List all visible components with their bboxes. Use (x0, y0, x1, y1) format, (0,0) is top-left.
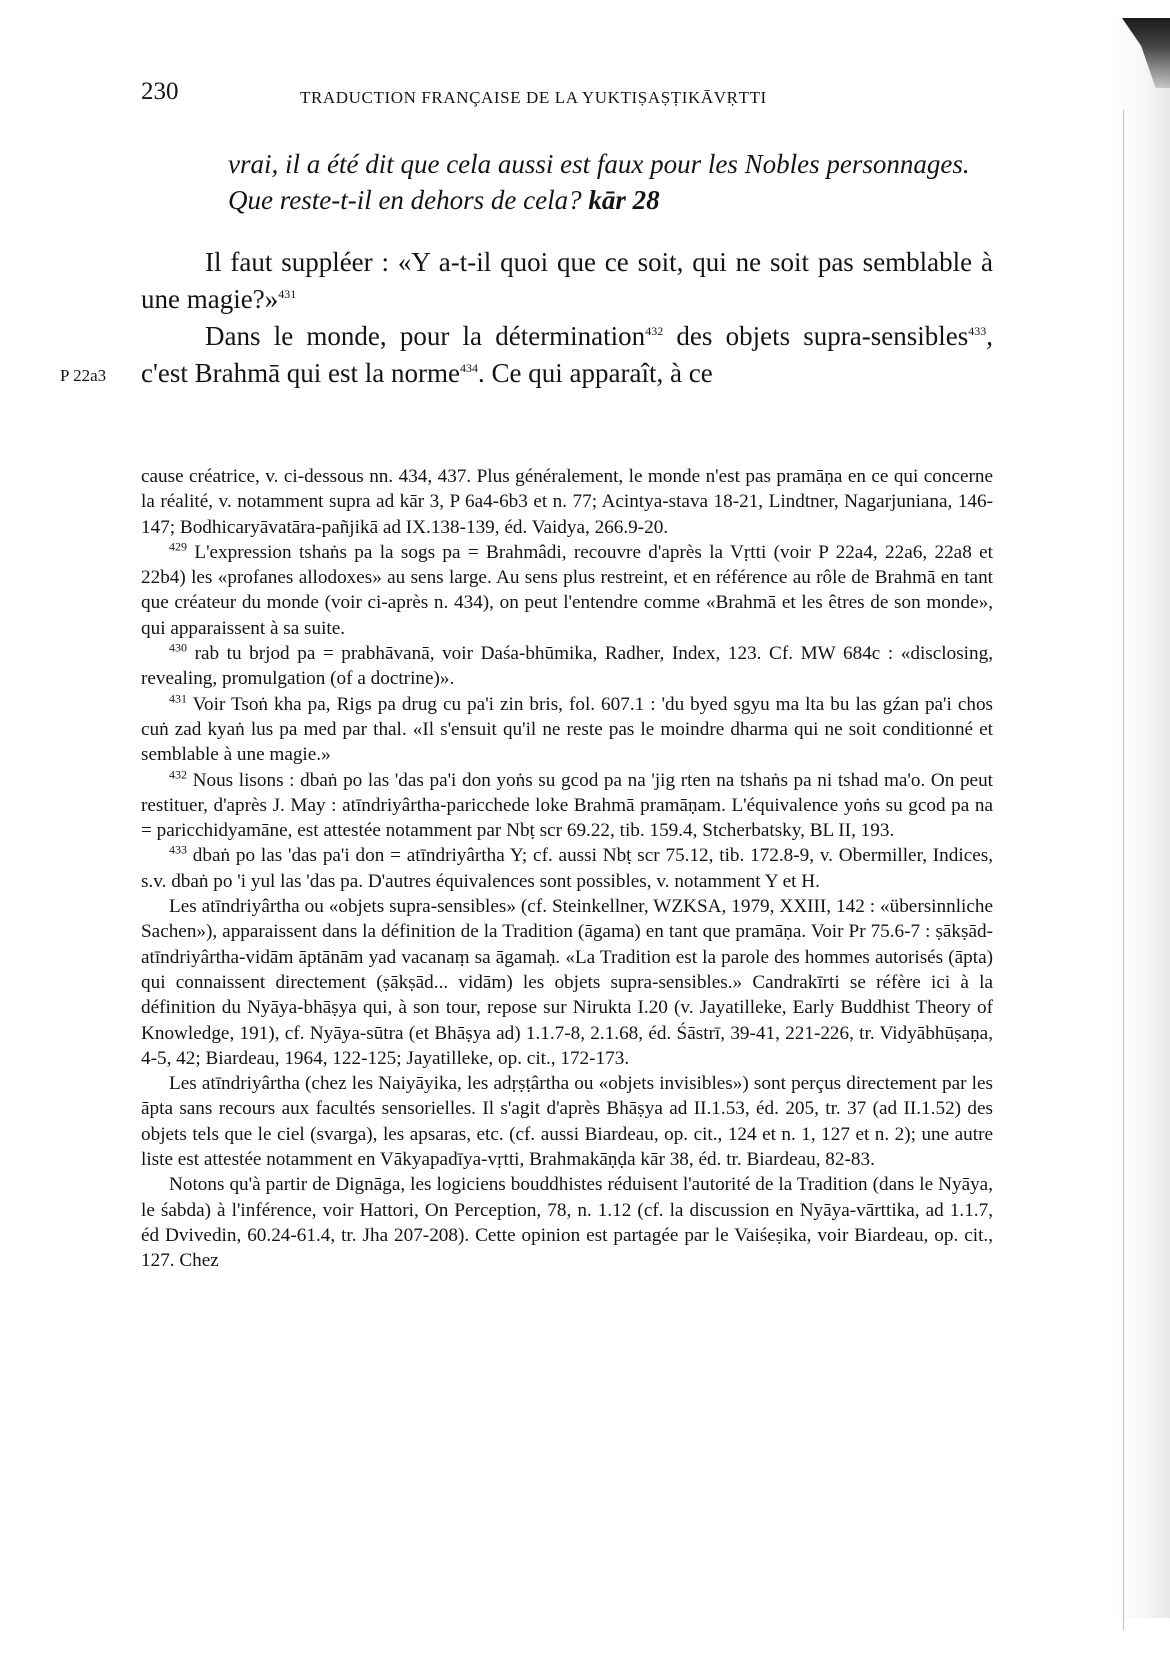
footnote-432-text: Nous lisons : dbaṅ po las 'das pa'i don yoṅs su gcod pa na 'jig rten na tshaṅs pa ni tshad ma'o. On peut restituer, d'après J. May : atīndriyârtha-paricchede loke Brahmā pramāṇam. L'équivalence yoṅs su gcod pa na = paricchidyamāne, est attestée notamment par Nbṭ scr 69.22, tib. 159.4, Stcherbatsky, BL II, 193. (141, 769, 993, 842)
footnote-paragraph-b: Les atīndriyârtha (chez les Naiyāyika, les adṛṣṭârtha ou «objets invisibles») sont perçus directement par les āpta sans recours aux facultés sensorielles. Il s'agit d'après Bhāṣya ad II.1.53, éd. 205, tr. 37 (ad II.1.52) des objets tels que le ciel (svarga), les apsaras, etc. (cf. aussi Biardeau, op. cit., 124 et n. 1, 127 et n. 2); une autre liste est attestée notamment en Vākyapadīya-vṛtti, Brahmakāṇḍa kār 38, éd. tr. Biardeau, 82-83. (141, 1073, 993, 1171)
main-paragraph-2 (141, 318, 993, 392)
main-paragraph-1-text: Il faut suppléer : «Y a-t-il quoi que ce soit, qui ne soit pas semblable à une magie?» (141, 247, 993, 314)
running-title: TRADUCTION FRANÇAISE DE LA YUKTIṢAṢṬIKĀVṚTTI (300, 88, 767, 107)
note-ref-433: 433 (968, 324, 987, 338)
main-text (141, 244, 993, 392)
footnote-number-433: 433 (169, 843, 187, 858)
verse-text: vrai, il a été dit que cela aussi est faux pour les Nobles personnages. Que reste-t-il en dehors de cela? (228, 149, 970, 215)
footnote-433-text: dbaṅ po las 'das pa'i don = atīndriyârtha Y; cf. aussi Nbṭ scr 75.12, tib. 172.8-9, v. Obermiller, Indices, s.v. dbaṅ po 'i yul las 'das pa. D'autres équivalences sont possibles, v. notamment Y et H. (141, 845, 993, 892)
footnote-paragraph-a: Les atīndriyârtha ou «objets supra-sensibles» (cf. Steinkellner, WZKSA, 1979, XXIII, 142 : «übersinnliche Sachen»), apparaissent dans la définition de la Tradition (āgama) en tant que pramāṇa. Voir Pr 75.6-7 : ṣākṣād-atīndriyârtha-vidām āptānām yad vacanaṃ sa āgamaḥ. «La Tradition est la parole des hommes autorisés (āpta) qui connaissent directement (ṣākṣād... vidām) les objets supra-sensibles.» Candrakīrti se réfère ici à la définition du Nyāya-bhāṣya qui, à son tour, repose sur Nirukta I.20 (v. Jayatilleke, Early Buddhist Theory of Knowledge, 191), cf. Nyāya-sūtra (et Bhāṣya ad) 1.1.7-8, 2.1.68, éd. Śāstrī, 39-41, 221-226, tr. Vidyābhūṣaṇa, 4-5, 42; Biardeau, 1964, 122-125; Jayatilleke, op. cit., 172-173. (141, 896, 993, 1069)
footnote-paragraph-c: Notons qu'à partir de Dignāga, les logiciens bouddhistes réduisent l'autorité de la Tradition (dans le Nyāya, le śabda) à l'inférence, voir Hattori, On Perception, 78, n. 1.12 (cf. la discussion en Nyāya-vārttika, ad 1.1.7, éd Dvivedin, 60.24-61.4, tr. Jha 207-208). Cette opinion est partagée par le Vaiśeṣika, voir Biardeau, op. cit., 127. Chez (141, 1174, 993, 1272)
footnote-431-text: Voir Tsoṅ kha pa, Rigs pa drug cu pa'i zin bris, fol. 607.1 : 'du byed sgyu ma lta bu las gźan pa'i chos cuṅ zad kyaṅ lus pa med par thal. «Il s'ensuit qu'il ne reste pas le moindre dharma qui ne soit conditionné et semblable à une magie.» (141, 693, 993, 766)
footnote-429 (141, 540, 993, 641)
footnote-432 (141, 768, 993, 844)
main-paragraph-2-text-a: Dans le monde, pour la détermination (205, 321, 646, 351)
verse-block (228, 146, 998, 218)
footnote-continuation: cause créatrice, v. ci-dessous nn. 434, 437. Plus généralement, le monde n'est pas pramāṇa en ce qui concerne la réalité, v. notamment supra ad kār 3, P 6a4-6b3 et n. 77; Acintya-stava 18-21, Lindtner, Nagarjuniana, 146-147; Bodhicaryāvatāra-pañjikā ad IX.138-139, éd. Vaidya, 266.9-20. (141, 466, 993, 538)
main-paragraph-1 (141, 244, 993, 318)
footnotes (141, 464, 993, 1274)
note-ref-432: 432 (645, 324, 664, 338)
footnote-430-text: rab tu brjod pa = prabhāvanā, voir Daśa-bhūmika, Radher, Index, 123. Cf. MW 684c : «disclosing, revealing, promulgation (of a doctrine)». (141, 643, 993, 690)
page-binding-shadow (1106, 18, 1170, 1618)
footnote-433 (141, 843, 993, 894)
footnote-431 (141, 692, 993, 768)
verse-kar-label: kār 28 (588, 185, 660, 215)
main-paragraph-2-text-c: , c'est Brahmā qui est la norme (141, 321, 994, 388)
note-ref-431: 431 (278, 287, 297, 301)
footnote-number-429: 429 (169, 539, 187, 554)
footnote-429-text: L'expression tshaṅs pa la sogs pa = Brahmâdi, recouvre d'après la Vṛtti (voir P 22a4, 22a6, 22a8 et 22b4) les «profanes allodoxes» au sens large. Au sens plus restreint, et en référence au rôle de Brahmā en tant que créateur du monde (voir ci-après n. 434), on peut l'entendre comme «Brahmā et les êtres de son monde», qui apparaissent à sa suite. (141, 541, 993, 639)
footnote-number-431: 431 (169, 691, 187, 706)
main-paragraph-2-text-b: des objets supra-sensibles (663, 321, 969, 351)
footnote-number-430: 430 (169, 640, 187, 655)
margin-reference: P 22a3 (60, 366, 107, 385)
footnote-number-432: 432 (169, 767, 187, 782)
page-binding-line (1123, 110, 1124, 1630)
main-paragraph-2-text-d: . Ce qui apparaît, à ce (478, 358, 713, 388)
footnote-430 (141, 641, 993, 692)
note-ref-434: 434 (460, 361, 479, 375)
page-number: 230 (141, 78, 179, 105)
